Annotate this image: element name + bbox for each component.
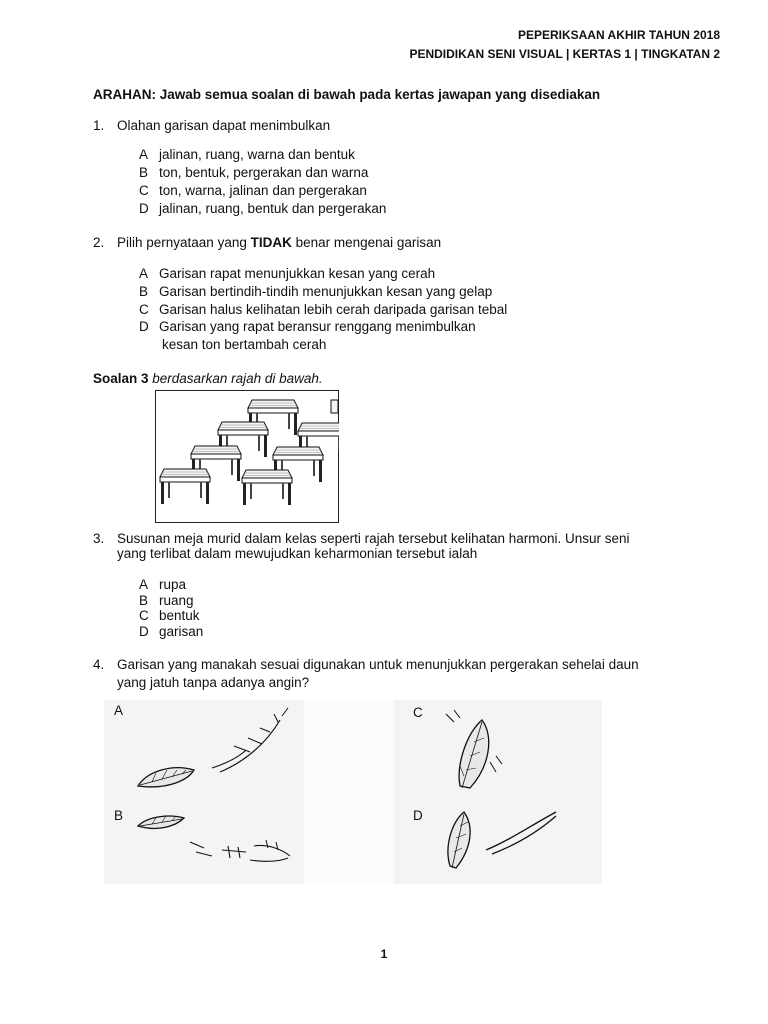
- q2-option-d-continued: kesan ton bertambah cerah: [162, 337, 327, 352]
- option-letter: D: [139, 201, 149, 216]
- option-letter: A: [139, 147, 149, 162]
- option-letter: C: [139, 183, 149, 198]
- question-1-text: Olahan garisan dapat menimbulkan: [117, 118, 331, 133]
- q2-option-a: [139, 265, 435, 282]
- question-4: [93, 656, 639, 673]
- q4-label-a: A: [114, 703, 124, 718]
- q1-option-b: [139, 164, 368, 181]
- option-text: Garisan yang rapat beransur renggang menimbulkan: [159, 319, 476, 334]
- question-2: [93, 234, 441, 251]
- option-text: ton, bentuk, pergerakan dan warna: [159, 165, 369, 180]
- option-text: jalinan, ruang, bentuk dan pergerakan: [159, 201, 387, 216]
- q2-option-b: [139, 283, 492, 300]
- intro-italic: berdasarkan rajah di bawah.: [148, 371, 323, 386]
- question-4-text-line2: yang jatuh tanpa adanya angin?: [117, 675, 310, 690]
- option-text: ruang: [159, 593, 194, 608]
- q2-option-d: [139, 318, 476, 335]
- option-text: Garisan rapat menunjukkan kesan yang cerah: [159, 266, 436, 281]
- intro-bold: Soalan 3: [93, 371, 149, 386]
- question-1: [93, 117, 330, 134]
- option-letter: A: [139, 266, 149, 281]
- question-3-text: Susunan meja murid dalam kelas seperti rajah tersebut kelihatan harmoni. Unsur seni: [117, 531, 630, 546]
- option-text: jalinan, ruang, warna dan bentuk: [159, 147, 355, 162]
- option-letter: C: [139, 608, 149, 623]
- question-4-number: 4.: [93, 657, 105, 672]
- question-3-text-line2: yang terlibat dalam mewujudkan keharmonian tersebut ialah: [117, 546, 478, 561]
- leaf-options-figure: [104, 700, 602, 884]
- q1-option-d: [139, 200, 386, 217]
- exam-header-title: PEPERIKSAAN AKHIR TAHUN 2018: [517, 28, 720, 42]
- option-text: Garisan bertindih-tindih menunjukkan kesan yang gelap: [159, 284, 493, 299]
- q4-label-b: B: [114, 808, 124, 823]
- question-2-text-end: benar mengenai garisan: [291, 235, 442, 250]
- q1-option-c: [139, 182, 367, 199]
- question-3-number: 3.: [93, 531, 105, 546]
- q3-option-a: [139, 576, 186, 593]
- question-2-text: Pilih pernyataan yang: [117, 235, 251, 250]
- q2-option-c: [139, 301, 507, 318]
- option-text: rupa: [159, 577, 187, 592]
- option-text: Garisan halus kelihatan lebih cerah daripada garisan tebal: [159, 302, 508, 317]
- q4-label-d: D: [413, 808, 423, 823]
- option-letter: A: [139, 577, 149, 592]
- option-letter: D: [139, 624, 149, 639]
- question-3-intro: [93, 370, 323, 387]
- q1-option-a: [139, 146, 355, 163]
- q4-label-c: C: [413, 705, 423, 720]
- question-2-emphasis: TIDAK: [250, 235, 292, 250]
- option-text: bentuk: [159, 608, 200, 623]
- option-letter: D: [139, 319, 149, 334]
- question-4-text: Garisan yang manakah sesuai digunakan untuk menunjukkan pergerakan sehelai daun: [117, 657, 639, 672]
- q3-option-d: [139, 623, 203, 640]
- option-letter: B: [139, 593, 149, 608]
- option-letter: B: [139, 165, 149, 180]
- desks-figure: [155, 390, 339, 523]
- instruction: ARAHAN: Jawab semua soalan di bawah pada kertas jawapan yang disediakan: [93, 87, 601, 102]
- page-number: 1: [380, 947, 388, 961]
- option-text: garisan: [159, 624, 204, 639]
- q3-option-c: [139, 607, 200, 624]
- question-2-number: 2.: [93, 235, 105, 250]
- question-1-number: 1.: [93, 118, 105, 133]
- option-text: ton, warna, jalinan dan pergerakan: [159, 183, 367, 198]
- exam-header-subject: PENDIDIKAN SENI VISUAL | KERTAS 1 | TINGKATAN 2: [409, 47, 720, 61]
- option-letter: B: [139, 284, 149, 299]
- option-letter: C: [139, 302, 149, 317]
